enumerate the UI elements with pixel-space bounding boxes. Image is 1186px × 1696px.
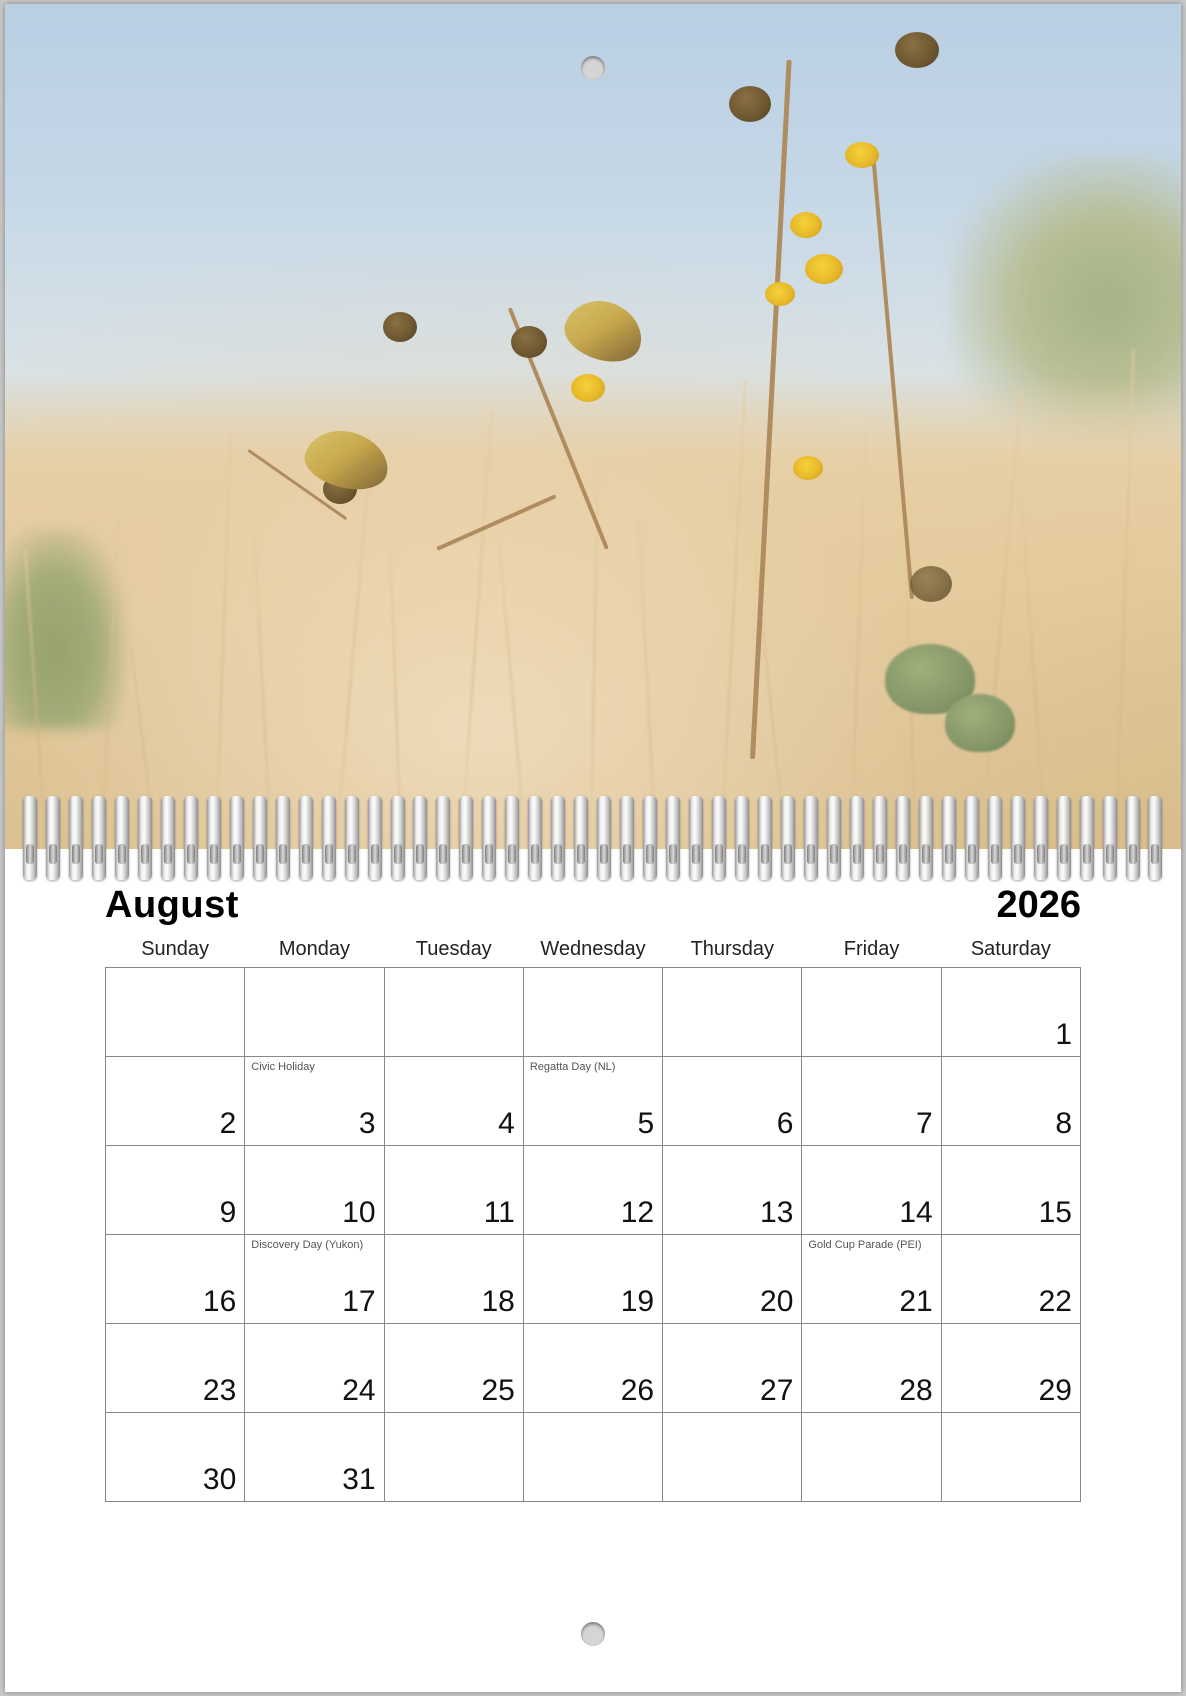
day-cell[interactable] [245,1324,384,1413]
day-number: 18 [481,1285,515,1318]
day-cell[interactable] [245,1413,384,1502]
weekday-header-wednesday: Wednesday [540,938,646,960]
day-cell[interactable] [384,1057,523,1146]
day-number: 20 [760,1285,794,1318]
day-cell[interactable] [523,968,662,1057]
day-number: 6 [776,1107,794,1140]
day-number: 2 [219,1107,237,1140]
seed-head [511,326,547,358]
day-number: 5 [637,1107,655,1140]
day-cell[interactable] [245,1057,384,1146]
day-number: 31 [342,1463,376,1496]
day-cell[interactable] [384,1235,523,1324]
day-cell[interactable] [663,1324,802,1413]
yellow-flower [793,456,823,480]
calendar-heading [105,884,1081,927]
hanging-hole-top [581,56,605,80]
day-number: 9 [219,1196,237,1229]
calendar-week-row [106,968,1081,1057]
day-number: 17 [342,1285,376,1318]
day-cell[interactable] [941,1413,1080,1502]
day-number: 12 [620,1196,655,1229]
day-cell[interactable] [802,1146,941,1235]
day-number: 30 [202,1463,237,1496]
day-cell[interactable] [106,1057,245,1146]
day-cell[interactable] [523,1146,662,1235]
day-cell[interactable] [245,968,384,1057]
day-cell[interactable] [106,1235,245,1324]
day-cell[interactable] [245,1146,384,1235]
day-number: 25 [481,1374,515,1407]
day-cell[interactable] [802,1057,941,1146]
day-cell[interactable] [523,1324,662,1413]
day-number: 24 [342,1374,376,1407]
yellow-flower [790,212,822,238]
day-number: 10 [342,1196,376,1229]
day-cell[interactable] [384,1146,523,1235]
day-number: 7 [916,1107,933,1140]
month-title: August [105,884,239,926]
yellow-flower [845,142,879,168]
seed-head [383,312,417,342]
calendar-page [5,4,1181,1692]
day-number: 1 [1055,1018,1072,1051]
day-number: 21 [899,1285,933,1318]
hanging-hole-bottom [581,1622,605,1646]
holiday-label: Regatta Day (NL) [529,1061,616,1073]
day-number: 14 [899,1196,933,1229]
day-cell[interactable] [663,1057,802,1146]
day-number: 3 [358,1107,376,1140]
year-title: 2026 [996,884,1081,926]
day-cell[interactable] [663,1146,802,1235]
day-cell[interactable] [941,1146,1080,1235]
calendar-week-row [106,1146,1081,1235]
day-number: 29 [1038,1374,1072,1407]
yellow-flower [571,374,605,402]
day-cell[interactable] [106,1324,245,1413]
seed-head [729,86,771,122]
day-number: 19 [620,1285,655,1318]
day-cell[interactable] [384,968,523,1057]
day-cell[interactable] [523,1413,662,1502]
day-number: 13 [760,1196,794,1229]
weekday-header-monday: Monday [278,938,350,960]
day-cell[interactable] [106,1413,245,1502]
day-cell[interactable] [941,1324,1080,1413]
day-cell[interactable] [802,968,941,1057]
day-cell[interactable] [663,968,802,1057]
seed-head [910,566,952,602]
day-number: 11 [483,1196,515,1229]
day-number: 23 [202,1374,237,1407]
holiday-label: Gold Cup Parade (PEI) [808,1239,922,1251]
weekday-header-thursday: Thursday [690,938,774,960]
day-cell[interactable] [941,1235,1080,1324]
weekday-header-sunday: Sunday [141,938,210,960]
day-cell[interactable] [941,1057,1080,1146]
weekday-header-tuesday: Tuesday [415,938,492,960]
calendar-week-row [106,1324,1081,1413]
day-number: 22 [1038,1285,1072,1318]
day-number: 27 [760,1374,794,1407]
day-cell[interactable] [802,1413,941,1502]
day-cell[interactable] [384,1413,523,1502]
day-cell[interactable] [106,1146,245,1235]
day-number: 28 [899,1374,933,1407]
holiday-label: Discovery Day (Yukon) [251,1239,364,1251]
yellow-flower [765,282,795,306]
day-cell[interactable] [106,968,245,1057]
day-number: 8 [1055,1107,1072,1140]
weekday-header-row [106,937,1081,968]
weekday-header-saturday: Saturday [970,938,1051,960]
yellow-flower [805,254,843,284]
day-number: 16 [202,1285,237,1318]
day-cell[interactable] [523,1057,662,1146]
day-number: 15 [1038,1196,1072,1229]
seed-head [895,32,939,68]
calendar-week-row [106,1057,1081,1146]
day-cell[interactable] [384,1324,523,1413]
holiday-label: Civic Holiday [251,1061,315,1073]
day-cell[interactable] [523,1235,662,1324]
day-cell[interactable] [663,1413,802,1502]
day-cell[interactable] [802,1324,941,1413]
calendar-photo [5,4,1181,849]
day-cell[interactable] [245,1235,384,1324]
day-cell[interactable] [941,968,1080,1057]
calendar-week-row [106,1235,1081,1324]
day-number: 26 [620,1374,655,1407]
day-cell[interactable] [663,1235,802,1324]
day-number: 4 [498,1107,515,1140]
weekday-header-friday: Friday [843,938,900,960]
calendar-section [5,884,1181,1502]
prickly-pear-cactus [945,694,1015,752]
day-cell[interactable] [802,1235,941,1324]
calendar-week-row [106,1413,1081,1502]
calendar-grid [105,937,1081,1502]
